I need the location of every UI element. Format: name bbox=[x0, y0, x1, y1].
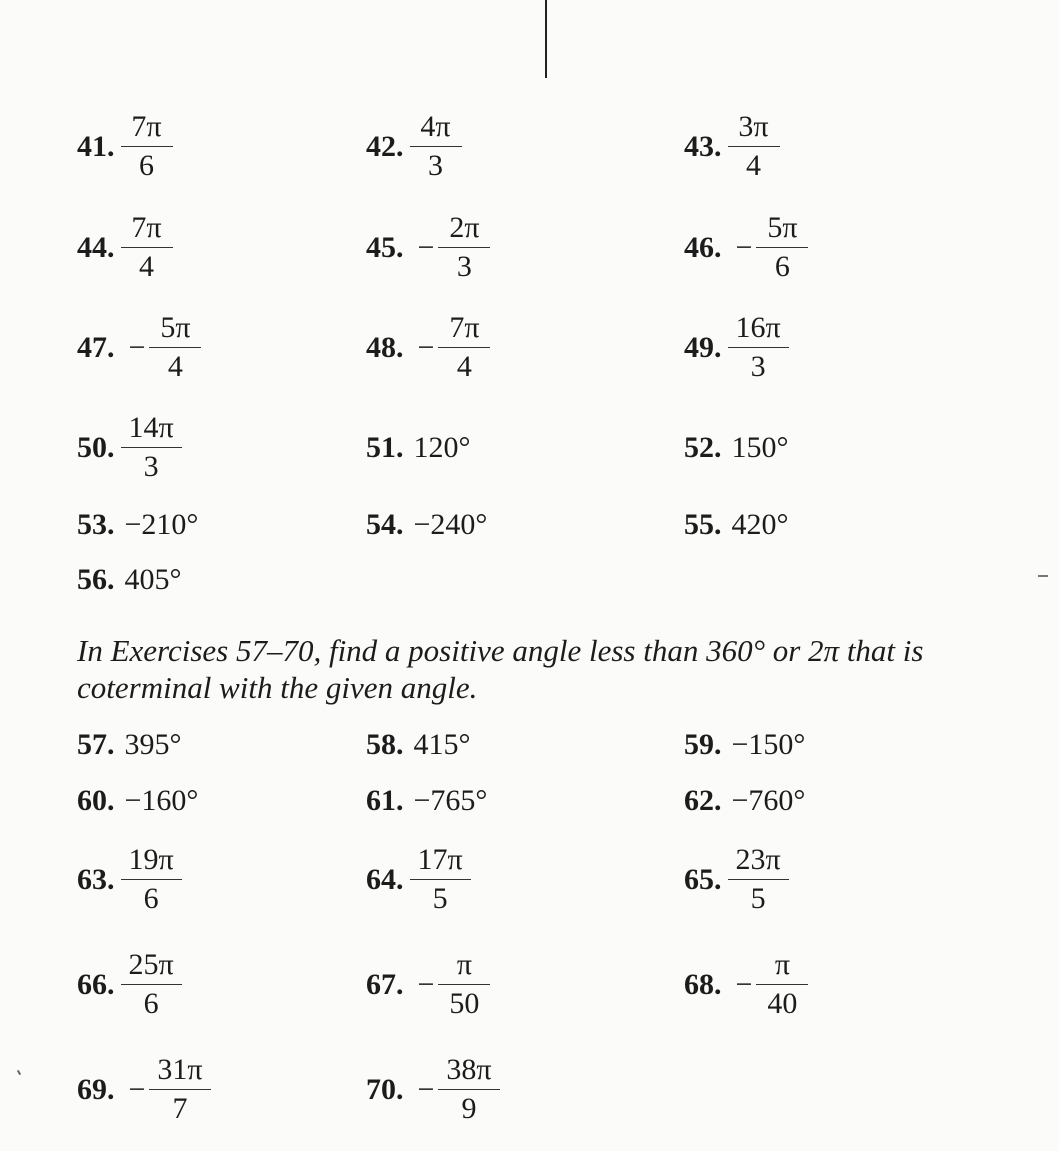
exercise-52 bbox=[684, 433, 789, 463]
minus-sign: − bbox=[735, 230, 753, 264]
angle-value: −765° bbox=[413, 784, 488, 817]
numerator: 7π bbox=[131, 110, 162, 143]
numerator: 7π bbox=[449, 311, 480, 344]
angle-value: 415° bbox=[413, 728, 471, 761]
exercise-number: 42. bbox=[366, 129, 404, 163]
exercise-number: 68. bbox=[684, 967, 722, 1001]
angle-value: 150° bbox=[731, 431, 789, 464]
exercise-70 bbox=[366, 1055, 496, 1124]
denominator: 9 bbox=[438, 1089, 499, 1124]
fraction bbox=[442, 950, 486, 1019]
denominator: 3 bbox=[438, 247, 490, 282]
exercise-57 bbox=[77, 730, 182, 760]
exercise-number: 51. bbox=[366, 431, 404, 464]
fraction bbox=[125, 213, 169, 282]
denominator: 6 bbox=[121, 984, 182, 1019]
numerator: 31π bbox=[157, 1053, 203, 1086]
denominator: 5 bbox=[728, 879, 789, 914]
angle-value: −150° bbox=[731, 728, 806, 761]
numerator: 7π bbox=[131, 211, 162, 244]
numerator: 14π bbox=[128, 411, 174, 444]
exercise-44 bbox=[77, 213, 169, 282]
scan-speck bbox=[17, 1070, 21, 1075]
numerator: 25π bbox=[128, 948, 174, 981]
minus-sign: − bbox=[417, 230, 435, 264]
exercise-47 bbox=[77, 313, 197, 382]
exercise-number: 48. bbox=[366, 330, 404, 364]
exercise-66 bbox=[77, 950, 178, 1019]
minus-sign: − bbox=[128, 1072, 146, 1106]
exercise-48 bbox=[366, 313, 486, 382]
exercise-54 bbox=[366, 510, 487, 540]
angle-value: −760° bbox=[731, 784, 806, 817]
numerator: 2π bbox=[449, 211, 480, 244]
exercise-number: 55. bbox=[684, 508, 722, 541]
fraction bbox=[125, 112, 169, 181]
exercise-number: 47. bbox=[77, 330, 115, 364]
fraction bbox=[153, 1055, 206, 1124]
exercise-59 bbox=[684, 730, 805, 760]
exercise-number: 60. bbox=[77, 784, 115, 817]
exercise-number: 66. bbox=[77, 967, 115, 1001]
exercise-61 bbox=[366, 786, 487, 816]
numerator: 16π bbox=[735, 311, 781, 344]
exercise-number: 44. bbox=[77, 230, 115, 264]
exercise-number: 54. bbox=[366, 508, 404, 541]
numerator: π bbox=[456, 948, 472, 981]
denominator: 3 bbox=[728, 347, 789, 382]
denominator: 3 bbox=[410, 146, 462, 181]
exercise-number: 46. bbox=[684, 230, 722, 264]
exercise-number: 56. bbox=[77, 563, 115, 596]
minus-sign: − bbox=[417, 967, 435, 1001]
fraction bbox=[442, 213, 486, 282]
numerator: 19π bbox=[128, 843, 174, 876]
denominator: 4 bbox=[121, 247, 173, 282]
exercise-number: 59. bbox=[684, 728, 722, 761]
fraction bbox=[732, 112, 776, 181]
exercise-number: 45. bbox=[366, 230, 404, 264]
fraction bbox=[760, 213, 804, 282]
exercise-45 bbox=[366, 213, 486, 282]
fraction bbox=[760, 950, 804, 1019]
exercise-58 bbox=[366, 730, 471, 760]
exercise-number: 64. bbox=[366, 862, 404, 896]
denominator: 5 bbox=[410, 879, 471, 914]
denominator: 40 bbox=[756, 984, 808, 1019]
fraction bbox=[125, 845, 178, 914]
numerator: 5π bbox=[160, 311, 191, 344]
exercise-number: 49. bbox=[684, 330, 722, 364]
fraction bbox=[732, 845, 785, 914]
exercise-53 bbox=[77, 510, 198, 540]
denominator: 3 bbox=[121, 447, 182, 482]
minus-sign: − bbox=[417, 330, 435, 364]
page-divider-line bbox=[545, 0, 547, 78]
denominator: 7 bbox=[149, 1089, 210, 1124]
fraction bbox=[414, 845, 467, 914]
numerator: 17π bbox=[417, 843, 463, 876]
exercise-number: 61. bbox=[366, 784, 404, 817]
numerator: 5π bbox=[767, 211, 798, 244]
numerator: 4π bbox=[420, 110, 451, 143]
fraction bbox=[442, 1055, 495, 1124]
exercise-number: 43. bbox=[684, 129, 722, 163]
denominator: 50 bbox=[438, 984, 490, 1019]
exercise-46 bbox=[684, 213, 804, 282]
exercise-60 bbox=[77, 786, 198, 816]
exercise-68 bbox=[684, 950, 804, 1019]
exercise-number: 52. bbox=[684, 431, 722, 464]
exercise-number: 69. bbox=[77, 1072, 115, 1106]
exercise-50 bbox=[77, 413, 178, 482]
fraction bbox=[125, 950, 178, 1019]
exercise-42 bbox=[366, 112, 458, 181]
exercise-41 bbox=[77, 112, 169, 181]
numerator: π bbox=[774, 948, 790, 981]
exercise-56 bbox=[77, 565, 182, 595]
exercise-49 bbox=[684, 313, 785, 382]
exercise-51 bbox=[366, 433, 471, 463]
exercise-43 bbox=[684, 112, 776, 181]
denominator: 6 bbox=[121, 879, 182, 914]
denominator: 6 bbox=[121, 146, 173, 181]
denominator: 4 bbox=[149, 347, 201, 382]
exercise-number: 50. bbox=[77, 430, 115, 464]
exercise-number: 57. bbox=[77, 728, 115, 761]
fraction bbox=[125, 413, 178, 482]
fraction bbox=[153, 313, 197, 382]
numerator: 3π bbox=[738, 110, 769, 143]
denominator: 4 bbox=[728, 146, 780, 181]
exercise-number: 63. bbox=[77, 862, 115, 896]
denominator: 6 bbox=[756, 247, 808, 282]
exercise-number: 58. bbox=[366, 728, 404, 761]
exercise-number: 65. bbox=[684, 862, 722, 896]
angle-value: 420° bbox=[731, 508, 789, 541]
exercise-number: 70. bbox=[366, 1072, 404, 1106]
fraction bbox=[414, 112, 458, 181]
exercise-69 bbox=[77, 1055, 207, 1124]
angle-value: −210° bbox=[124, 508, 199, 541]
exercise-number: 62. bbox=[684, 784, 722, 817]
angle-value: −160° bbox=[124, 784, 199, 817]
numerator: 38π bbox=[446, 1053, 492, 1086]
minus-sign: − bbox=[417, 1072, 435, 1106]
exercise-55 bbox=[684, 510, 789, 540]
numerator: 23π bbox=[735, 843, 781, 876]
exercise-number: 41. bbox=[77, 129, 115, 163]
exercise-65 bbox=[684, 845, 785, 914]
scan-mark bbox=[1038, 575, 1048, 577]
fraction bbox=[442, 313, 486, 382]
minus-sign: − bbox=[128, 330, 146, 364]
exercise-number: 53. bbox=[77, 508, 115, 541]
angle-value: 405° bbox=[124, 563, 182, 596]
exercise-number: 67. bbox=[366, 967, 404, 1001]
exercise-63 bbox=[77, 845, 178, 914]
exercise-62 bbox=[684, 786, 805, 816]
exercise-64 bbox=[366, 845, 467, 914]
angle-value: 120° bbox=[413, 431, 471, 464]
angle-value: −240° bbox=[413, 508, 488, 541]
exercise-67 bbox=[366, 950, 486, 1019]
minus-sign: − bbox=[735, 967, 753, 1001]
angle-value: 395° bbox=[124, 728, 182, 761]
instruction-text: In Exercises 57–70, find a positive angle less than 360° or 2π that is coterminal with the given angle. bbox=[77, 633, 924, 706]
fraction bbox=[732, 313, 785, 382]
denominator: 4 bbox=[438, 347, 490, 382]
